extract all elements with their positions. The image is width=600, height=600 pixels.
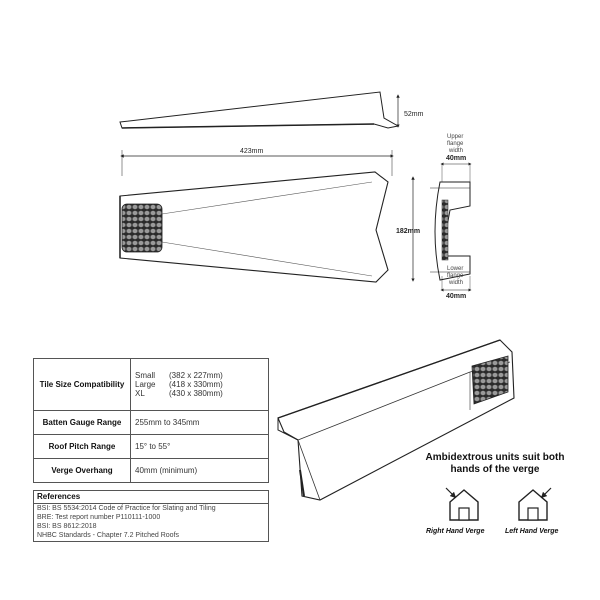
lower-flange-label: Lower flange width: [446, 266, 464, 286]
tile-size-label: Tile Size Compatibility: [34, 359, 131, 411]
verge-overhang-label: Verge Overhang: [34, 459, 131, 483]
side-view: [120, 92, 424, 128]
roof-pitch-value: 15° to 55°: [131, 435, 269, 459]
isometric-view: [278, 340, 514, 500]
vent-grille: [122, 204, 162, 252]
batten-gauge-label: Batten Gauge Range: [34, 411, 131, 435]
length-dimension: 423mm: [240, 148, 264, 155]
left-hand-verge-icon: [519, 488, 551, 520]
end-view: [396, 134, 470, 300]
height-dimension: 52mm: [404, 111, 424, 118]
tile-size-values: [131, 359, 269, 411]
right-hand-verge-label: Right Hand Verge: [426, 528, 485, 535]
lower-flange-value: 40mm: [446, 293, 467, 300]
reference-line: BSI: BS 5534:2014 Code of Practice for Slating and Tiling: [37, 505, 216, 512]
reference-line: BRE: Test report number P110111-1000: [37, 514, 161, 521]
ambidextrous-note: Ambidextrous units suit both hands of the verge: [425, 452, 565, 475]
upper-flange-label: Upper flange width: [446, 134, 464, 154]
reference-line: BSI: BS 8612:2018: [37, 523, 97, 530]
size-row: Small (382 x 227mm): [135, 371, 223, 380]
size-row: Large (418 x 330mm): [135, 380, 223, 389]
references-box: [33, 490, 269, 542]
upper-flange-value: 40mm: [446, 155, 467, 162]
batten-gauge-value: 255mm to 345mm: [131, 411, 269, 435]
size-row: XL (430 x 380mm): [135, 389, 223, 398]
right-hand-verge-icon: [446, 488, 478, 520]
verge-overhang-value: 40mm (minimum): [131, 459, 269, 483]
spec-table: [33, 358, 269, 483]
references-title: References: [34, 491, 268, 504]
top-view: [120, 148, 392, 282]
reference-line: NHBC Standards - Chapter 7.2 Pitched Roofs: [37, 532, 180, 539]
left-hand-verge-label: Left Hand Verge: [505, 528, 559, 535]
width-dimension: 182mm: [396, 228, 421, 235]
roof-pitch-label: Roof Pitch Range: [34, 435, 131, 459]
